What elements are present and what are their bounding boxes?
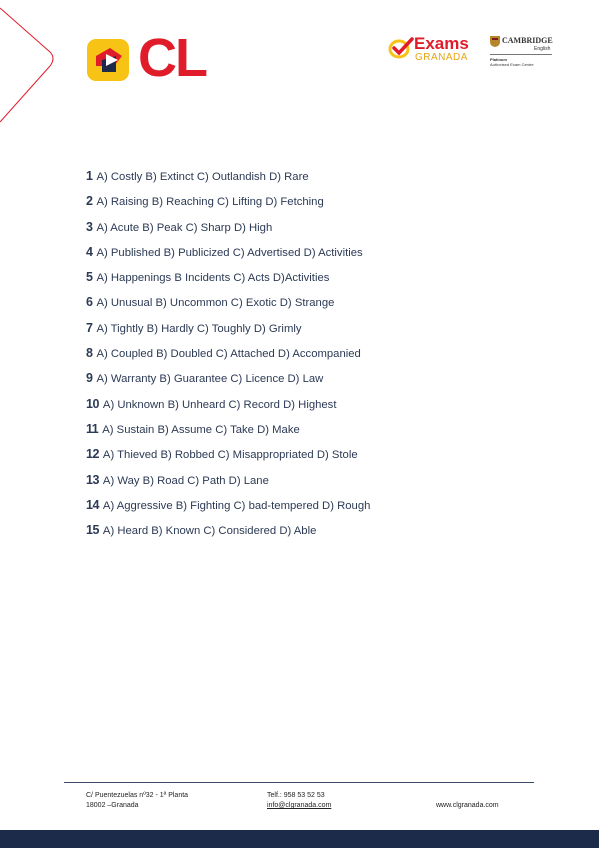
answer-number: 11	[86, 421, 99, 436]
answer-options: A) Unusual B) Uncommon C) Exotic D) Strange	[96, 297, 335, 310]
answer-row	[86, 497, 370, 522]
cl-logo	[86, 28, 220, 88]
answer-number: 15	[86, 523, 99, 538]
footer-divider	[64, 782, 534, 783]
answer-options: A) Unknown B) Unheard C) Record D) Highest	[102, 398, 337, 411]
cambridge-shield-icon	[490, 36, 500, 47]
footer-phone: Telf.: 958 53 52 53	[267, 792, 325, 799]
checkmark-icon	[388, 36, 416, 60]
answer-options: A) Sustain B) Assume C) Take D) Make	[102, 423, 300, 436]
answer-number: 3	[86, 219, 93, 234]
answer-options: A) Costly B) Extinct C) Outlandish D) Rare	[96, 171, 309, 183]
exams-logo-city: GRANADA	[415, 52, 468, 63]
answer-row	[86, 522, 370, 547]
answer-row	[86, 320, 370, 345]
footer-email-link[interactable]: info@clgranada.com	[267, 802, 332, 809]
answer-options: A) Heard B) Known C) Considered D) Able	[102, 525, 317, 538]
answer-row	[86, 219, 370, 244]
cambridge-logo-word: CAMBRIDGE	[502, 36, 553, 45]
answer-row	[86, 244, 370, 269]
footer-address-line2: 18002 –Granada	[86, 802, 139, 809]
answer-options: A) Acute B) Peak C) Sharp D) High	[96, 221, 273, 234]
answer-options: A) Raising B) Reaching C) Lifting D) Fetching	[96, 196, 324, 209]
answer-row	[86, 294, 370, 319]
footer-address-line1: C/ Puentezuelas nº32 - 1ª Planta	[86, 792, 189, 799]
answer-number: 6	[86, 295, 93, 310]
answer-row	[86, 345, 370, 370]
answer-row	[86, 193, 370, 218]
answer-options: A) Thieved B) Robbed C) Misappropriated D) Stole	[102, 449, 358, 462]
cambridge-logo-sub: English	[534, 46, 551, 52]
cambridge-center-level: Platinum	[490, 57, 507, 62]
answer-options: A) Tightly B) Hardly C) Toughly D) Grimly	[96, 322, 302, 335]
corner-decoration	[0, 0, 60, 130]
answer-row	[86, 446, 370, 471]
answer-row	[86, 168, 370, 193]
answer-options: A) Happenings B Incidents C) Acts D)Activities	[96, 272, 330, 285]
answer-row	[86, 370, 370, 395]
answer-number: 8	[86, 346, 93, 361]
answer-number: 9	[86, 371, 93, 386]
exams-granada-logo	[388, 36, 480, 64]
footer-bar	[0, 830, 599, 848]
answer-number: 14	[86, 497, 99, 512]
footer-website[interactable]: www.clgranada.com	[436, 802, 499, 809]
answer-number: 1	[86, 169, 93, 183]
answer-row	[86, 396, 370, 421]
answer-number: 2	[86, 194, 93, 209]
answer-number: 7	[86, 320, 93, 335]
cl-logo-mark-icon	[86, 36, 132, 82]
answer-row	[86, 421, 370, 446]
answer-options: A) Published B) Publicized C) Advertised D) Activities	[96, 246, 363, 259]
answer-number: 5	[86, 270, 93, 285]
cambridge-logo	[490, 36, 560, 76]
answer-row	[86, 472, 370, 497]
answer-options: A) Aggressive B) Fighting C) bad-tempered D) Rough	[102, 499, 371, 512]
answer-list	[86, 168, 370, 547]
answer-options: A) Way B) Road C) Path D) Lane	[102, 474, 269, 487]
answer-options: A) Warranty B) Guarantee C) Licence D) Law	[96, 373, 324, 386]
answer-number: 12	[86, 447, 99, 462]
cambridge-center-label: Authorised Exam Centre	[490, 62, 534, 67]
exams-logo-word: Exams	[414, 34, 469, 53]
answer-options: A) Coupled B) Doubled C) Attached D) Accompanied	[96, 348, 361, 361]
answer-number: 10	[86, 396, 99, 411]
answer-row	[86, 269, 370, 294]
answer-number: 4	[86, 244, 93, 259]
cambridge-logo-divider	[490, 54, 552, 55]
cl-logo-text: CL	[138, 28, 206, 88]
answer-number: 13	[86, 472, 99, 487]
